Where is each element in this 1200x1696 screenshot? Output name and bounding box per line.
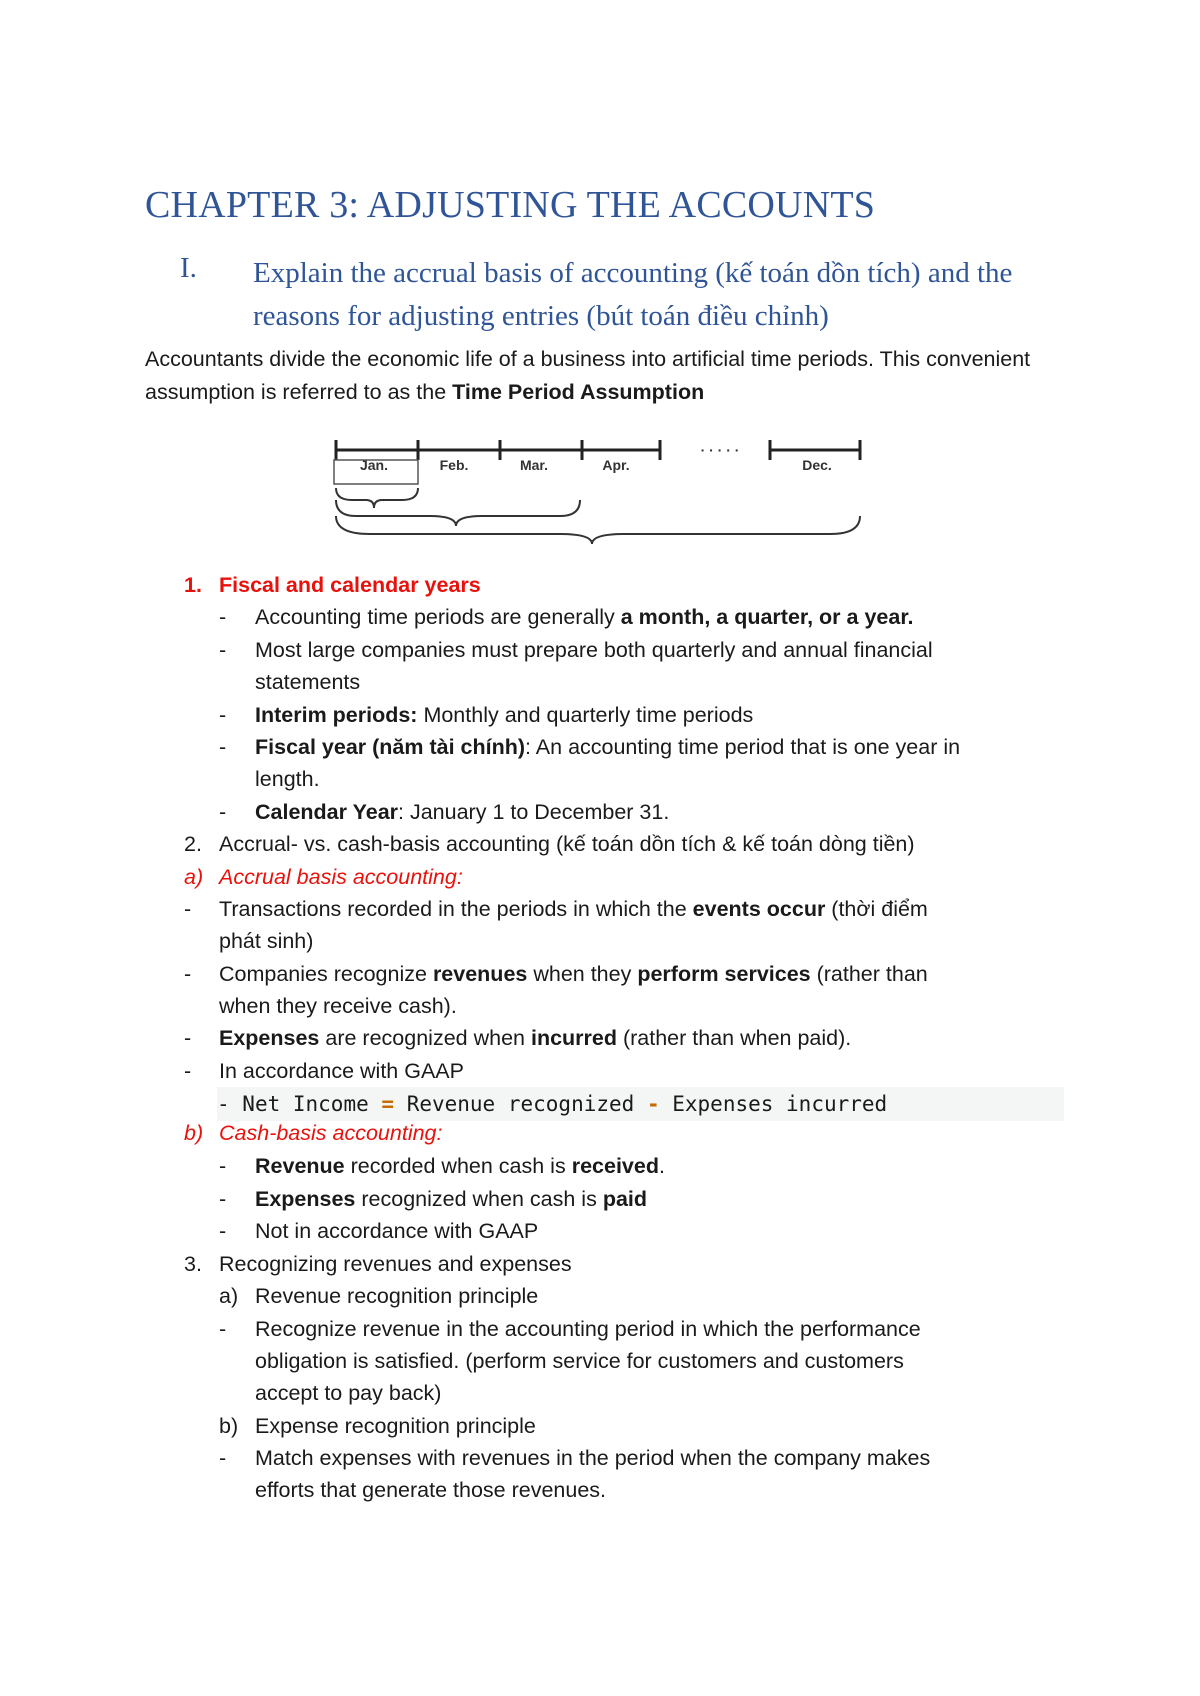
fiscal-number: 1.: [184, 573, 202, 597]
recognizing-number: 3.: [184, 1252, 202, 1276]
list-item-continuation: [0, 1377, 1200, 1409]
list-item-text: In accordance with GAAP: [219, 1059, 464, 1083]
list-item-continuation: [0, 990, 1200, 1022]
list-item-continuation: [0, 666, 1200, 698]
bullet-dash: -: [219, 703, 227, 727]
month-label-feb: Feb.: [439, 457, 469, 473]
bullet-dash: -: [219, 800, 227, 824]
list-item: [0, 699, 1200, 731]
fiscal-heading-line: [0, 569, 1200, 601]
bullet-dash: -: [184, 1026, 192, 1050]
list-item: [0, 1183, 1200, 1215]
list-item-text: Transactions recorded in the periods in which the events occur (thời điểm: [219, 897, 928, 921]
list-item: [0, 1055, 1200, 1087]
list-item: [0, 1313, 1200, 1345]
accrual-heading-line: [0, 828, 1200, 860]
list-item-text: Fiscal year (năm tài chính): An accounting time period that is one year in: [255, 735, 961, 759]
bullet-dash: -: [219, 1187, 227, 1211]
list-item-text: Expenses recognized when cash is paid: [255, 1187, 648, 1211]
net-income-formula: - Net Income = Revenue recognized - Expenses incurred: [217, 1092, 888, 1116]
subheading-label: b): [219, 1414, 239, 1438]
intro-paragraph: [145, 343, 1085, 408]
list-item: [0, 1022, 1200, 1054]
timeline-ellipsis: · · · · ·: [700, 442, 740, 458]
list-item: [0, 893, 1200, 925]
month-label-apr: Apr.: [602, 457, 630, 473]
subheading-label: b): [184, 1121, 204, 1145]
intro-text: Accountants divide the economic life of a business into artificial time periods. This convenient assumption is referred to as the: [145, 347, 1031, 404]
list-item: [0, 634, 1200, 666]
list-item-continuation: [0, 925, 1200, 957]
list-item-text: Not in accordance with GAAP: [255, 1219, 539, 1243]
list-item-text: accept to pay back): [255, 1381, 442, 1405]
accrual-number: 2.: [184, 832, 202, 856]
subheading-label: a): [184, 865, 204, 889]
bullet-dash: -: [219, 1446, 227, 1470]
bullet-dash: -: [184, 1059, 192, 1083]
bullet-dash: -: [219, 1219, 227, 1243]
list-item: [0, 1442, 1200, 1474]
subheading-line: [0, 1410, 1200, 1442]
list-item-text: Expenses are recognized when incurred (rather than when paid).: [219, 1026, 852, 1050]
subheading-line: [0, 861, 1200, 893]
bullet-dash: -: [219, 638, 227, 662]
accrual-heading: Accrual- vs. cash-basis accounting (kế toán dồn tích & kế toán dòng tiền): [219, 832, 915, 856]
list-item: [0, 731, 1200, 763]
list-item-text: statements: [255, 670, 361, 694]
list-item-text: Accounting time periods are generally a month, a quarter, or a year.: [255, 605, 914, 629]
list-item-text: Match expenses with revenues in the period when the company makes: [255, 1446, 931, 1470]
fiscal-heading: Fiscal and calendar years: [219, 573, 481, 597]
list-item-text: Recognize revenue in the accounting period in which the performance: [255, 1317, 921, 1341]
list-item-text: Most large companies must prepare both quarterly and annual financial: [255, 638, 933, 662]
list-item-text: Revenue recorded when cash is received.: [255, 1154, 665, 1178]
subheading-label: a): [219, 1284, 239, 1308]
list-item: [0, 1215, 1200, 1247]
list-item-text: Interim periods: Monthly and quarterly time periods: [255, 703, 754, 727]
list-item: [0, 601, 1200, 633]
list-item-continuation: [0, 1345, 1200, 1377]
month-label-mar: Mar.: [519, 457, 549, 473]
accrual-subheading: Accrual basis accounting:: [219, 865, 463, 889]
list-item-continuation: [0, 763, 1200, 795]
list-item: [0, 958, 1200, 990]
subheading-line: [0, 1280, 1200, 1312]
list-item-text: obligation is satisfied. (perform service for customers and customers: [255, 1349, 904, 1373]
subheading-line: [0, 1117, 1200, 1149]
list-item-text: efforts that generate those revenues.: [255, 1478, 607, 1502]
section-heading: Explain the accrual basis of accounting (kế toán dồn tích) and the reasons for adjusting entries (bút toán điều chỉnh): [253, 257, 1013, 332]
cash-subheading: Cash-basis accounting:: [219, 1121, 443, 1145]
list-item: [0, 1150, 1200, 1182]
list-item-text: when they receive cash).: [219, 994, 457, 1018]
bullet-dash: -: [219, 735, 227, 759]
list-item-text: length.: [255, 767, 320, 791]
revenue-principle-heading: Revenue recognition principle: [255, 1284, 539, 1308]
recognizing-heading-line: [0, 1248, 1200, 1280]
brace-year: [336, 516, 860, 544]
expense-principle-heading: Expense recognition principle: [255, 1414, 536, 1438]
list-item-continuation: [0, 1474, 1200, 1506]
month-label-jan: Jan.: [359, 457, 389, 473]
bullet-dash: -: [184, 897, 192, 921]
month-label-dec: Dec.: [802, 457, 832, 473]
recognizing-heading: Recognizing revenues and expenses: [219, 1252, 572, 1276]
list-item-text: phát sinh): [219, 929, 314, 953]
bullet-dash: -: [219, 1317, 227, 1341]
list-item: [0, 796, 1200, 828]
intro-bold-term: Time Period Assumption: [452, 379, 705, 404]
chapter-title: CHAPTER 3: ADJUSTING THE ACCOUNTS: [145, 184, 876, 226]
list-item-text: Companies recognize revenues when they perform services (rather than: [219, 962, 928, 986]
bullet-dash: -: [219, 605, 227, 629]
time-period-diagram: [330, 430, 870, 545]
brace-month: [336, 488, 418, 508]
list-item-text: Calendar Year: January 1 to December 31.: [255, 800, 670, 824]
bullet-dash: -: [219, 1154, 227, 1178]
bullet-dash: -: [184, 962, 192, 986]
section-number: I.: [180, 252, 197, 284]
